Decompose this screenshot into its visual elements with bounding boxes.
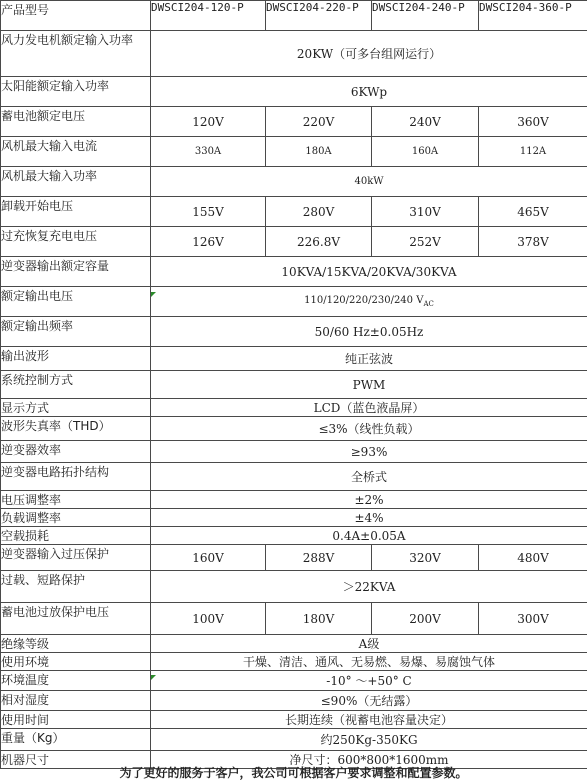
spec-value-text: 378V [517,234,549,249]
spec-label: 系统控制方式 [1,371,151,399]
spec-value [151,509,587,527]
spec-value-text: 净尺寸：600*800*1600mm [289,753,449,767]
header-label: 产品型号 [1,1,151,31]
spec-value [151,317,587,347]
spec-value [151,463,587,491]
spec-value-text: 252V [409,234,441,249]
spec-value-text: 纯正弦波 [344,352,393,366]
spec-value [151,167,587,197]
spec-label: 机器尺寸 [1,751,151,769]
spec-value-text: ≤90%（无结露） [320,694,418,708]
spec-label: 过充恢复充电电压 [1,227,151,257]
spec-row [1,545,587,571]
spec-row [1,635,587,653]
spec-row [1,257,587,287]
spec-value-text: ±4% [354,510,384,525]
spec-value [479,545,587,571]
spec-value [151,257,587,287]
cell-marker-icon [151,292,156,297]
spec-value-text: 50/60 Hz±0.05Hz [314,324,424,339]
spec-row [1,317,587,347]
spec-value [151,711,587,729]
spec-label: 重量（Kg） [1,729,151,751]
spec-value-text: 长期连续（视蓄电池容量决定） [284,713,453,727]
spec-value-text: ≤3%（线性负载） [318,422,420,436]
spec-value-text: 320V [409,550,441,565]
spec-value [479,137,587,167]
spec-value-text: 180A [305,146,332,157]
spec-row [1,671,587,691]
spec-value [372,603,479,635]
spec-label: 蓄电池额定电压 [1,107,151,137]
spec-label: 过载、短路保护 [1,571,151,603]
spec-value-text: 约250Kg-350KG [320,733,418,747]
spec-label: 使用环境 [1,653,151,671]
spec-value [151,107,266,137]
spec-row [1,509,587,527]
spec-value [266,603,372,635]
spec-label: 相对湿度 [1,691,151,711]
model-header: DWSCI204-120-P [151,1,266,31]
spec-value [372,227,479,257]
spec-label: 蓄电池过放保护电压 [1,603,151,635]
spec-value-text: 330A [194,146,222,157]
spec-value-text: 200V [409,611,441,626]
spec-value-text: 240V [409,114,441,129]
spec-label: 逆变器输入过压保护 [1,545,151,571]
spec-value [151,441,587,463]
spec-value [151,653,587,671]
spec-row [1,691,587,711]
spec-row [1,571,587,603]
spec-label: 额定输出电压 [1,287,151,317]
spec-value-text: 280V [302,204,335,219]
spec-row [1,653,587,671]
spec-value-text: ≥93% [350,444,388,459]
spec-label: 逆变器效率 [1,441,151,463]
spec-value [151,197,266,227]
unit-subscript: AC [423,300,434,308]
spec-label: 波形失真率（THD） [1,417,151,441]
model-header: DWSCI204-240-P [372,1,479,31]
spec-value-text: 6KWp [350,84,388,99]
spec-row [1,441,587,463]
spec-value [151,287,587,317]
spec-value-text: 110/120/220/230/240 V [304,295,424,306]
spec-label: 太阳能额定输入功率 [1,77,151,107]
spec-value-text: A级 [358,637,380,651]
spec-value [151,77,587,107]
spec-value [151,691,587,711]
spec-table-body [1,1,587,769]
spec-value-text: LCD（蓝色液晶屏） [313,401,425,415]
spec-row [1,137,587,167]
spec-label: 负载调整率 [1,509,151,527]
spec-value [266,227,372,257]
spec-value [266,197,372,227]
spec-value-text: 300V [517,611,549,626]
spec-row [1,417,587,441]
spec-value [151,491,587,509]
spec-value [151,137,266,167]
spec-label: 空载损耗 [1,527,151,545]
spec-value [151,347,587,371]
spec-value-text: 155V [192,204,224,219]
spec-value [372,137,479,167]
spec-row [1,711,587,729]
spec-row [1,77,587,107]
header-row [1,1,587,31]
spec-row [1,287,587,317]
spec-label: 风力发电机额定输入功率 [1,31,151,77]
spec-label: 使用时间 [1,711,151,729]
spec-value [266,107,372,137]
model-header: DWSCI204-220-P [266,1,372,31]
spec-value [151,527,587,545]
spec-value [151,571,587,603]
spec-value [479,197,587,227]
spec-label: 绝缘等级 [1,635,151,653]
spec-value-text: 10KVA/15KVA/20KVA/30KVA [281,264,457,279]
spec-label: 逆变器输出额定容量 [1,257,151,287]
spec-value-text: 干燥、清洁、通风、无易燃、易爆、易腐蚀气体 [242,655,495,669]
spec-value-text: 126V [192,234,224,249]
spec-value-text: 160V [192,550,224,565]
spec-value-text: 0.4A±0.05A [332,528,406,543]
spec-row [1,107,587,137]
spec-value-text: 160A [411,146,439,157]
spec-label: 风机最大输入电流 [1,137,151,167]
spec-row [1,167,587,197]
spec-value [372,107,479,137]
spec-label: 显示方式 [1,399,151,417]
spec-label: 卸载开始电压 [1,197,151,227]
spec-value [151,603,266,635]
spec-value [151,729,587,751]
spec-value-text: PWM [352,377,386,392]
spec-value [479,603,587,635]
spec-value [266,545,372,571]
cell-marker-icon [151,675,156,680]
spec-row [1,399,587,417]
spec-label: 输出波形 [1,347,151,371]
spec-row [1,227,587,257]
spec-row [1,527,587,545]
spec-value-text: 310V [409,204,441,219]
spec-value [479,227,587,257]
spec-value [151,417,587,441]
spec-row [1,31,587,77]
spec-value-text: 100V [192,611,224,626]
spec-value [151,31,587,77]
spec-value-text: 220V [302,114,335,129]
spec-value [151,671,587,691]
spec-value-text: 360V [517,114,549,129]
spec-value [151,635,587,653]
spec-value [151,371,587,399]
spec-value [266,137,372,167]
spec-value-text: ±2% [354,492,384,507]
spec-label: 额定输出频率 [1,317,151,347]
spec-label: 电压调整率 [1,491,151,509]
spec-value [372,545,479,571]
spec-label: 逆变器电路拓扑结构 [1,463,151,491]
spec-value [479,107,587,137]
spec-row [1,603,587,635]
spec-value-text: 465V [517,204,549,219]
spec-value-text: 112A [519,146,547,157]
spec-label: 风机最大输入功率 [1,167,151,197]
spec-label: 环境温度 [1,671,151,691]
spec-row [1,491,587,509]
spec-row [1,347,587,371]
spec-value [151,399,587,417]
spec-value-text: 226.8V [296,234,341,249]
footer-note: 为了更好的服务于客户，我公司可根据客户要求调整和配置参数。 [119,766,468,780]
spec-value-text: ＞22KVA [342,580,396,594]
spec-value-text: 40kW [354,176,384,187]
spec-value [372,197,479,227]
spec-row [1,729,587,751]
spec-value-text: 180V [302,611,335,626]
spec-value-text: 480V [517,550,549,565]
spec-value-text: 120V [192,114,224,129]
spec-value [151,545,266,571]
spec-row [1,463,587,491]
spec-value-text: 全桥式 [350,470,387,484]
model-header: DWSCI204-360-P [479,1,587,31]
spec-row [1,197,587,227]
spec-row [1,371,587,399]
spec-value-text: 288V [302,550,335,565]
spec-value-text: 20KW（可多台组网运行） [296,47,442,61]
spec-value [151,227,266,257]
spec-value-text: -10° ～+50° C [326,674,412,688]
